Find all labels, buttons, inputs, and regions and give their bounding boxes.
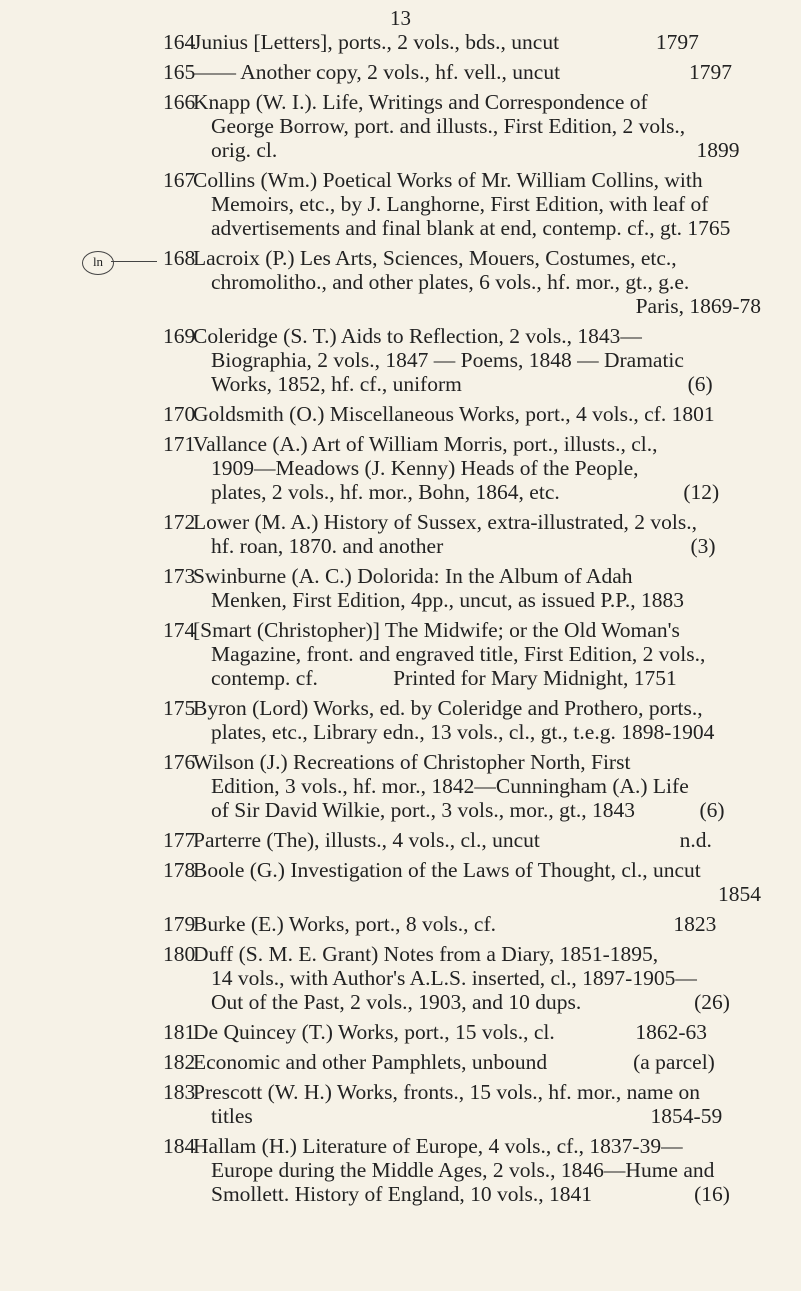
lot-line: Edition, 3 vols., hf. mor., 1842—Cunningham (A.) Life: [211, 774, 689, 798]
lot-number: 165: [163, 60, 196, 84]
lot-number: 164: [163, 30, 196, 54]
lot-line: Coleridge (S. T.) Aids to Reflection, 2 vols., 1843—: [193, 324, 642, 348]
lot-number: 184: [163, 1134, 196, 1158]
lot-entry: [0, 60, 801, 84]
lot-number: 182: [163, 1050, 196, 1074]
lot-entry: [0, 30, 801, 54]
lot-number: 169: [163, 324, 196, 348]
lot-number: 172: [163, 510, 196, 534]
lot-line: Hallam (H.) Literature of Europe, 4 vols., cf., 1837-39—: [193, 1134, 683, 1158]
lot-line: Byron (Lord) Works, ed. by Coleridge and Prothero, ports.,: [193, 696, 703, 720]
lot-number: 166: [163, 90, 196, 114]
lot-line: Swinburne (A. C.) Dolorida: In the Album of Adah: [193, 564, 633, 588]
lot-entry: [0, 828, 801, 852]
lot-line: [Smart (Christopher)] The Midwife; or the Old Woman's: [193, 618, 680, 642]
lot-line: Goldsmith (O.) Miscellaneous Works, port., 4 vols., cf. 1801: [193, 402, 715, 426]
lot-line: Biographia, 2 vols., 1847 — Poems, 1848 — Dramatic: [211, 348, 684, 372]
lot-entry: [0, 858, 801, 906]
lot-entry: [0, 168, 801, 240]
lot-line: Knapp (W. I.). Life, Writings and Correspondence of: [193, 90, 648, 114]
lot-line: —— Another copy, 2 vols., hf. vell., uncut 1797: [193, 60, 733, 84]
lot-entry: [0, 402, 801, 426]
lot-number: 168: [163, 246, 196, 270]
handwritten-mark: ln: [82, 251, 114, 275]
lot-line: Prescott (W. H.) Works, fronts., 15 vols., hf. mor., name on: [193, 1080, 701, 1104]
lot-entry: [0, 246, 801, 318]
lot-line: Paris, 1869-78: [635, 294, 761, 318]
lot-number: 170: [163, 402, 196, 426]
lot-number: 167: [163, 168, 196, 192]
lot-line: De Quincey (T.) Works, port., 15 vols., cl. 1862-63: [193, 1020, 707, 1044]
lot-entry: [0, 1080, 801, 1128]
lot-line: plates, etc., Library edn., 13 vols., cl., gt., t.e.g. 1898-1904: [211, 720, 715, 744]
lot-entry: [0, 432, 801, 504]
lot-number: 180: [163, 942, 196, 966]
lot-line: Lacroix (P.) Les Arts, Sciences, Mouers, Costumes, etc.,: [193, 246, 677, 270]
lot-line: Menken, First Edition, 4pp., uncut, as issued P.P., 1883: [211, 588, 685, 612]
lot-line: Magazine, front. and engraved title, First Edition, 2 vols.,: [211, 642, 706, 666]
lot-line: Wilson (J.) Recreations of Christopher North, First: [193, 750, 631, 774]
lot-entry: [0, 942, 801, 1014]
lot-line: Memoirs, etc., by J. Langhorne, First Edition, with leaf of: [211, 192, 709, 216]
lot-line: Collins (Wm.) Poetical Works of Mr. William Collins, with: [193, 168, 703, 192]
lot-line: contemp. cf. Printed for Mary Midnight, 1751: [211, 666, 677, 690]
lot-entry: [0, 90, 801, 162]
lot-line: hf. roan, 1870. and another (3): [211, 534, 716, 558]
lot-entry: [0, 324, 801, 396]
lot-number: 176: [163, 750, 196, 774]
lot-line: advertisements and final blank at end, contemp. cf., gt. 1765: [211, 216, 731, 240]
lot-line: 1909—Meadows (J. Kenny) Heads of the People,: [211, 456, 639, 480]
lot-line: Works, 1852, hf. cf., uniform (6): [211, 372, 713, 396]
lot-entry: [0, 1050, 801, 1074]
lot-entry: [0, 618, 801, 690]
page-number: 13: [390, 6, 411, 30]
lot-number: 175: [163, 696, 196, 720]
lot-number: 181: [163, 1020, 196, 1044]
lot-line: Economic and other Pamphlets, unbound (a parcel): [193, 1050, 715, 1074]
lot-entry: [0, 912, 801, 936]
lot-line: Junius [Letters], ports., 2 vols., bds., uncut 1797: [193, 30, 699, 54]
lot-entry: [0, 510, 801, 558]
lot-entry: [0, 696, 801, 744]
lot-number: 177: [163, 828, 196, 852]
lot-line: Burke (E.) Works, port., 8 vols., cf. 1823: [193, 912, 717, 936]
lot-line: Out of the Past, 2 vols., 1903, and 10 dups. (26): [211, 990, 730, 1014]
lot-line: orig. cl. 1899: [211, 138, 740, 162]
lot-entry: [0, 750, 801, 822]
lot-entry: [0, 564, 801, 612]
lot-line: chromolitho., and other plates, 6 vols., hf. mor., gt., g.e.: [211, 270, 690, 294]
lot-line: Parterre (The), illusts., 4 vols., cl., uncut n.d.: [193, 828, 712, 852]
lot-line: 14 vols., with Author's A.L.S. inserted, cl., 1897-1905—: [211, 966, 697, 990]
lot-number: 174: [163, 618, 196, 642]
lot-line: titles 1854-59: [211, 1104, 723, 1128]
lot-number: 171: [163, 432, 196, 456]
lot-list: [0, 30, 801, 1212]
lot-line: 1854: [718, 882, 761, 906]
lot-number: 183: [163, 1080, 196, 1104]
lot-line: Boole (G.) Investigation of the Laws of Thought, cl., uncut: [193, 858, 701, 882]
lot-line: Smollett. History of England, 10 vols., 1841 (16): [211, 1182, 730, 1206]
lot-entry: [0, 1134, 801, 1206]
lot-line: Duff (S. M. E. Grant) Notes from a Diary, 1851-1895,: [193, 942, 659, 966]
lot-number: 173: [163, 564, 196, 588]
lot-line: Europe during the Middle Ages, 2 vols., 1846—Hume and: [211, 1158, 715, 1182]
lot-line: plates, 2 vols., hf. mor., Bohn, 1864, etc. (12): [211, 480, 720, 504]
lot-line: of Sir David Wilkie, port., 3 vols., mor., gt., 1843 (6): [211, 798, 725, 822]
lot-number: 179: [163, 912, 196, 936]
lot-line: Lower (M. A.) History of Sussex, extra-illustrated, 2 vols.,: [193, 510, 697, 534]
lot-entry: [0, 1020, 801, 1044]
lot-line: George Borrow, port. and illusts., First Edition, 2 vols.,: [211, 114, 686, 138]
lot-line: Vallance (A.) Art of William Morris, port., illusts., cl.,: [193, 432, 658, 456]
lot-number: 178: [163, 858, 196, 882]
